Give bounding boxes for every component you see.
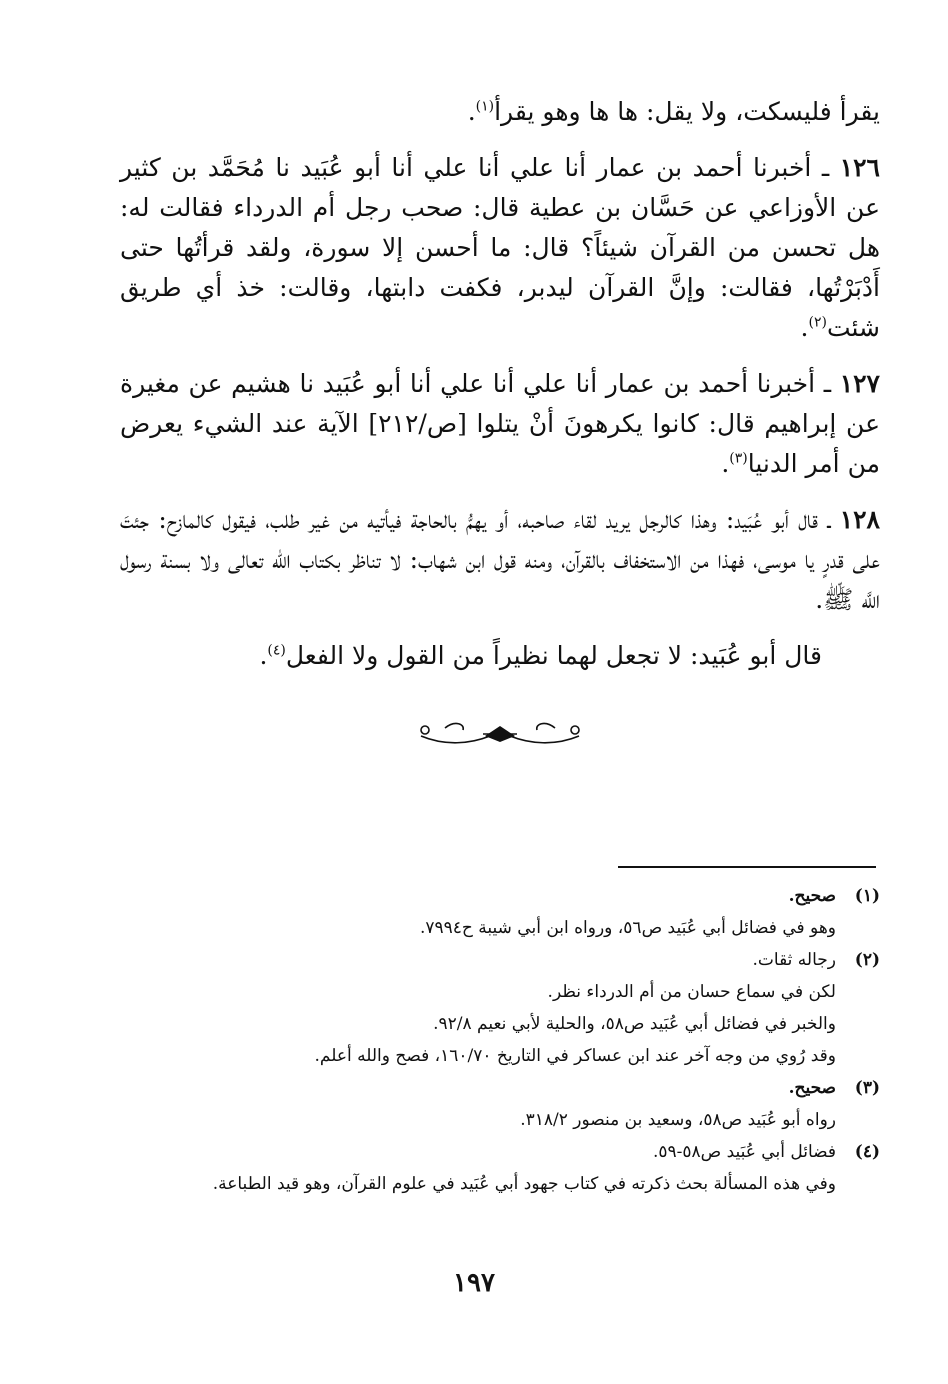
footnote-line: رواه أبو عُبَيد ص٥٨، وسعيد بن منصور ٣١٨/٢. — [520, 1110, 836, 1130]
hadith-text: ـ أخبرنا أحمد بن عمار أنا علي أنا علي أنا أبو عُبَيد نا هشيم عن مغيرة عن إبراهيم قال: كانوا يكرهونَ أنْ يتلوا [ص/٢١٢] الآية عند الشيء يعرض من أمر الدنيا — [120, 369, 880, 478]
continued-paragraph: يقرأ فليسكت، ولا يقل: ها ها وهو يقرأ$^{(١)}$. — [467, 97, 880, 126]
hadith-127: ١٢٧ ـ أخبرنا أحمد بن عمار أنا علي أنا علي أنا أبو عُبَيد نا هشيم عن مغيرة عن إبراهيم قال: كانوا يكرهونَ أنْ يتلوا [ص/٢١٢] الآية عند الشيء يعرض من أمر الدنيا$^{(٣)}$. — [120, 369, 880, 478]
footnote-1 — [120, 880, 880, 944]
footnote-4 — [120, 1136, 880, 1200]
footnote-ref-1[interactable]: (١) — [475, 98, 495, 115]
footnote-line: رجاله ثقات. — [752, 950, 836, 970]
footnote-ref-4[interactable]: (٤) — [267, 642, 286, 659]
footnote-2 — [120, 944, 880, 1072]
footnote-ref-3[interactable]: (٣) — [729, 450, 748, 467]
footnote-line: صحيح. — [788, 1078, 836, 1098]
continued-text: يقرأ فليسكت، ولا يقل: ها ها وهو يقرأ — [494, 97, 880, 126]
main-text — [120, 92, 880, 676]
footnotes — [120, 880, 880, 1200]
footnote-line: فضائل أبي عُبَيد ص٥٨-٥٩. — [652, 1142, 836, 1162]
hadith-126: ١٢٦ ـ أخبرنا أحمد بن عمار أنا علي أنا علي أنا أبو عُبَيد نا مُحَمَّد بن كثير عن الأوزاعي عن حَسَّان بن عطية قال: صحب رجل أم الدرداء فقالت له: هل تحسن من القرآن شيئاً؟ قال: ما أحسن إلا سورة، ولقد قرأتُها حتى أَدْبَرْتُها، فقالت: وإنَّ القرآن ليدبر، فكفت دابتها، وقالت: خذ أي طريق شئت$^{(٢)}$. — [120, 153, 880, 342]
quote-paragraph: قال أبو عُبَيد: لا تجعل لهما نظيراً من القول ولا الفعل$^{(٤)}$. — [259, 641, 822, 670]
footnote-line: وهو في فضائل أبي عُبَيد ص٥٦، ورواه ابن أبي شيبة ح٧٩٩٤. — [419, 918, 836, 938]
hadith-number: ١٢٨ — [839, 505, 880, 534]
hadith-number: ١٢٧ — [839, 369, 880, 398]
ornament-divider-icon — [415, 716, 585, 750]
footnote-number: (٢) — [854, 950, 880, 970]
footnote-line: لكن في سماع حسان من أم الدرداء نظر. — [547, 982, 836, 1002]
hadith-128 — [120, 500, 880, 620]
footnote-body — [120, 1136, 836, 1200]
page-body — [120, 92, 880, 750]
footnote-separator — [618, 866, 876, 868]
quote-text: قال أبو عُبَيد: لا تجعل لهما نظيراً من القول ولا الفعل — [285, 641, 822, 670]
footnote-line: والخبر في فضائل أبي عُبَيد ص٥٨، والحلية لأبي نعيم ٩٢/٨. — [433, 1014, 836, 1034]
page-number: ١٩٧ — [453, 1268, 495, 1298]
footnote-number: (٤) — [854, 1142, 880, 1162]
footnote-line: وفي هذه المسألة بحث ذكرته في كتاب جهود أبي عُبَيد في علوم القرآن، وهو قيد الطباعة. — [212, 1174, 836, 1194]
footnote-body — [120, 1072, 836, 1136]
hadith-text: ـ قال أبو عُبَيد: وهذا كالرجل يريد لقاء صاحبه، أو يهمُّ بالحاجة فيأتيه من غير طلب، فيقول كالمازح: جئتَ على قدرٍ يا موسى، فهذا من الاستخفاف بالقرآن، ومنه قول ابن شهاب: لا تناظر بكتاب الله تعالى ولا بسنة رسول اللَّه ﷺ. — [120, 505, 880, 614]
footnote-3 — [120, 1072, 880, 1136]
footnote-body — [120, 944, 836, 1072]
footnote-line: صحيح. — [788, 886, 836, 906]
footnote-number: (١) — [854, 886, 880, 906]
footnote-ref-2[interactable]: (٢) — [808, 314, 827, 331]
footnote-number: (٣) — [854, 1078, 880, 1098]
hadith-text: ـ أخبرنا أحمد بن عمار أنا علي أنا علي أنا أبو عُبَيد نا مُحَمَّد بن كثير عن الأوزاعي عن حَسَّان بن عطية قال: صحب رجل أم الدرداء فقالت له: هل تحسن من القرآن شيئاً؟ قال: ما أحسن إلا سورة، ولقد قرأتُها حتى أَدْبَرْتُها، فقالت: وإنَّ القرآن ليدبر، فكفت دابتها، وقالت: خذ أي طريق شئت — [120, 153, 880, 342]
footnote-body — [120, 880, 836, 944]
hadith-number: ١٢٦ — [839, 153, 880, 182]
footnote-line: وقد رُوي من وجه آخر عند ابن عساكر في التاريخ ١٦٠/٧٠، فصح والله أعلم. — [314, 1046, 836, 1066]
